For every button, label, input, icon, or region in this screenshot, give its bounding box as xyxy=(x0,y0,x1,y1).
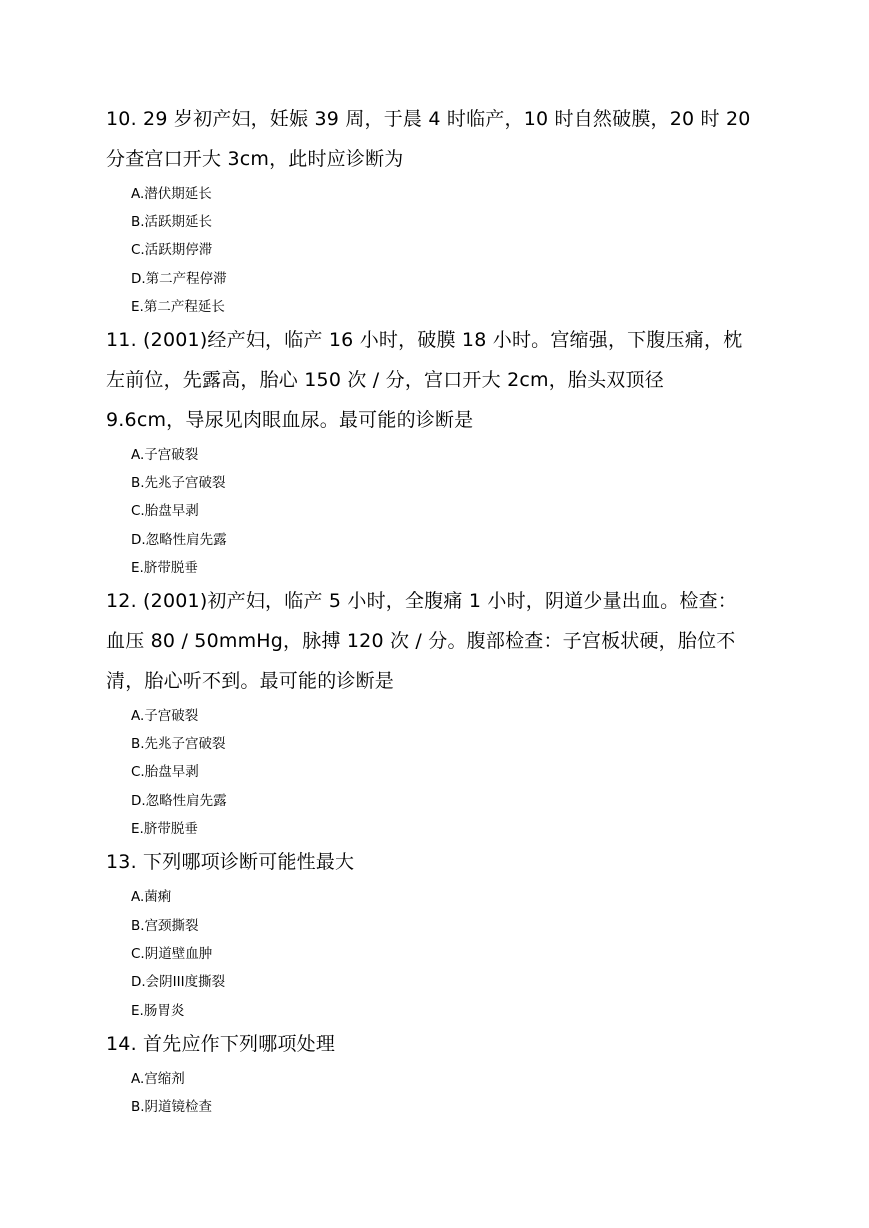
question-11-option-a: A.子宫破裂 xyxy=(131,447,199,463)
question-13-option-c: C.阴道壁血肿 xyxy=(131,946,213,962)
question-14-line-1: 14. 首先应作下列哪项处理 xyxy=(106,1033,336,1055)
question-13-option-e: E.肠胃炎 xyxy=(131,1003,185,1019)
question-11-option-e: E.脐带脱垂 xyxy=(131,560,198,576)
question-12-option-e: E.脐带脱垂 xyxy=(131,821,198,837)
question-10-option-b: B.活跃期延长 xyxy=(131,214,213,230)
question-12-option-c: C.胎盘早剥 xyxy=(131,764,199,780)
question-10-line-1: 10. 29 岁初产妇，妊娠 39 周，于晨 4 时临产，10 时自然破膜，20 时 20 xyxy=(106,108,751,130)
question-12-option-d: D.忽略性肩先露 xyxy=(131,793,227,809)
question-10-option-c: C.活跃期停滞 xyxy=(131,242,213,258)
question-11-line-1: 11. (2001)经产妇，临产 16 小时，破膜 18 小时。宫缩强，下腹压痛，枕 xyxy=(106,329,743,351)
question-12-line-2: 血压 80 / 50mmHg，脉搏 120 次 / 分。腹部检查：子宫板状硬，胎位不 xyxy=(106,630,736,652)
question-13-line-1: 13. 下列哪项诊断可能性最大 xyxy=(106,851,355,873)
question-12-option-b: B.先兆子宫破裂 xyxy=(131,736,226,752)
question-11-option-d: D.忽略性肩先露 xyxy=(131,532,227,548)
question-11-line-3: 9.6cm，导尿见肉眼血尿。最可能的诊断是 xyxy=(106,409,474,431)
question-11-option-b: B.先兆子宫破裂 xyxy=(131,475,226,491)
question-12-line-1: 12. (2001)初产妇，临产 5 小时，全腹痛 1 小时，阴道少量出血。检查： xyxy=(106,590,737,612)
question-14-option-b: B.阴道镜检查 xyxy=(131,1099,213,1115)
question-11-option-c: C.胎盘早剥 xyxy=(131,503,199,519)
question-11-line-2: 左前位，先露高，胎心 150 次 / 分，宫口开大 2cm，胎头双顶径 xyxy=(106,369,664,391)
question-13-option-b: B.宫颈撕裂 xyxy=(131,918,199,934)
question-14-option-a: A.宫缩剂 xyxy=(131,1071,185,1087)
question-13-option-a: A.菌痢 xyxy=(131,889,172,905)
question-12-line-3: 清，胎心听不到。最可能的诊断是 xyxy=(106,670,395,692)
question-10-option-a: A.潜伏期延长 xyxy=(131,186,212,202)
question-12-option-a: A.子宫破裂 xyxy=(131,708,199,724)
question-13-option-d: D.会阴III度撕裂 xyxy=(131,974,226,990)
question-10-line-2: 分查宫口开大 3cm，此时应诊断为 xyxy=(106,148,404,170)
question-10-option-e: E.第二产程延长 xyxy=(131,299,225,315)
question-10-option-d: D.第二产程停滞 xyxy=(131,271,227,287)
